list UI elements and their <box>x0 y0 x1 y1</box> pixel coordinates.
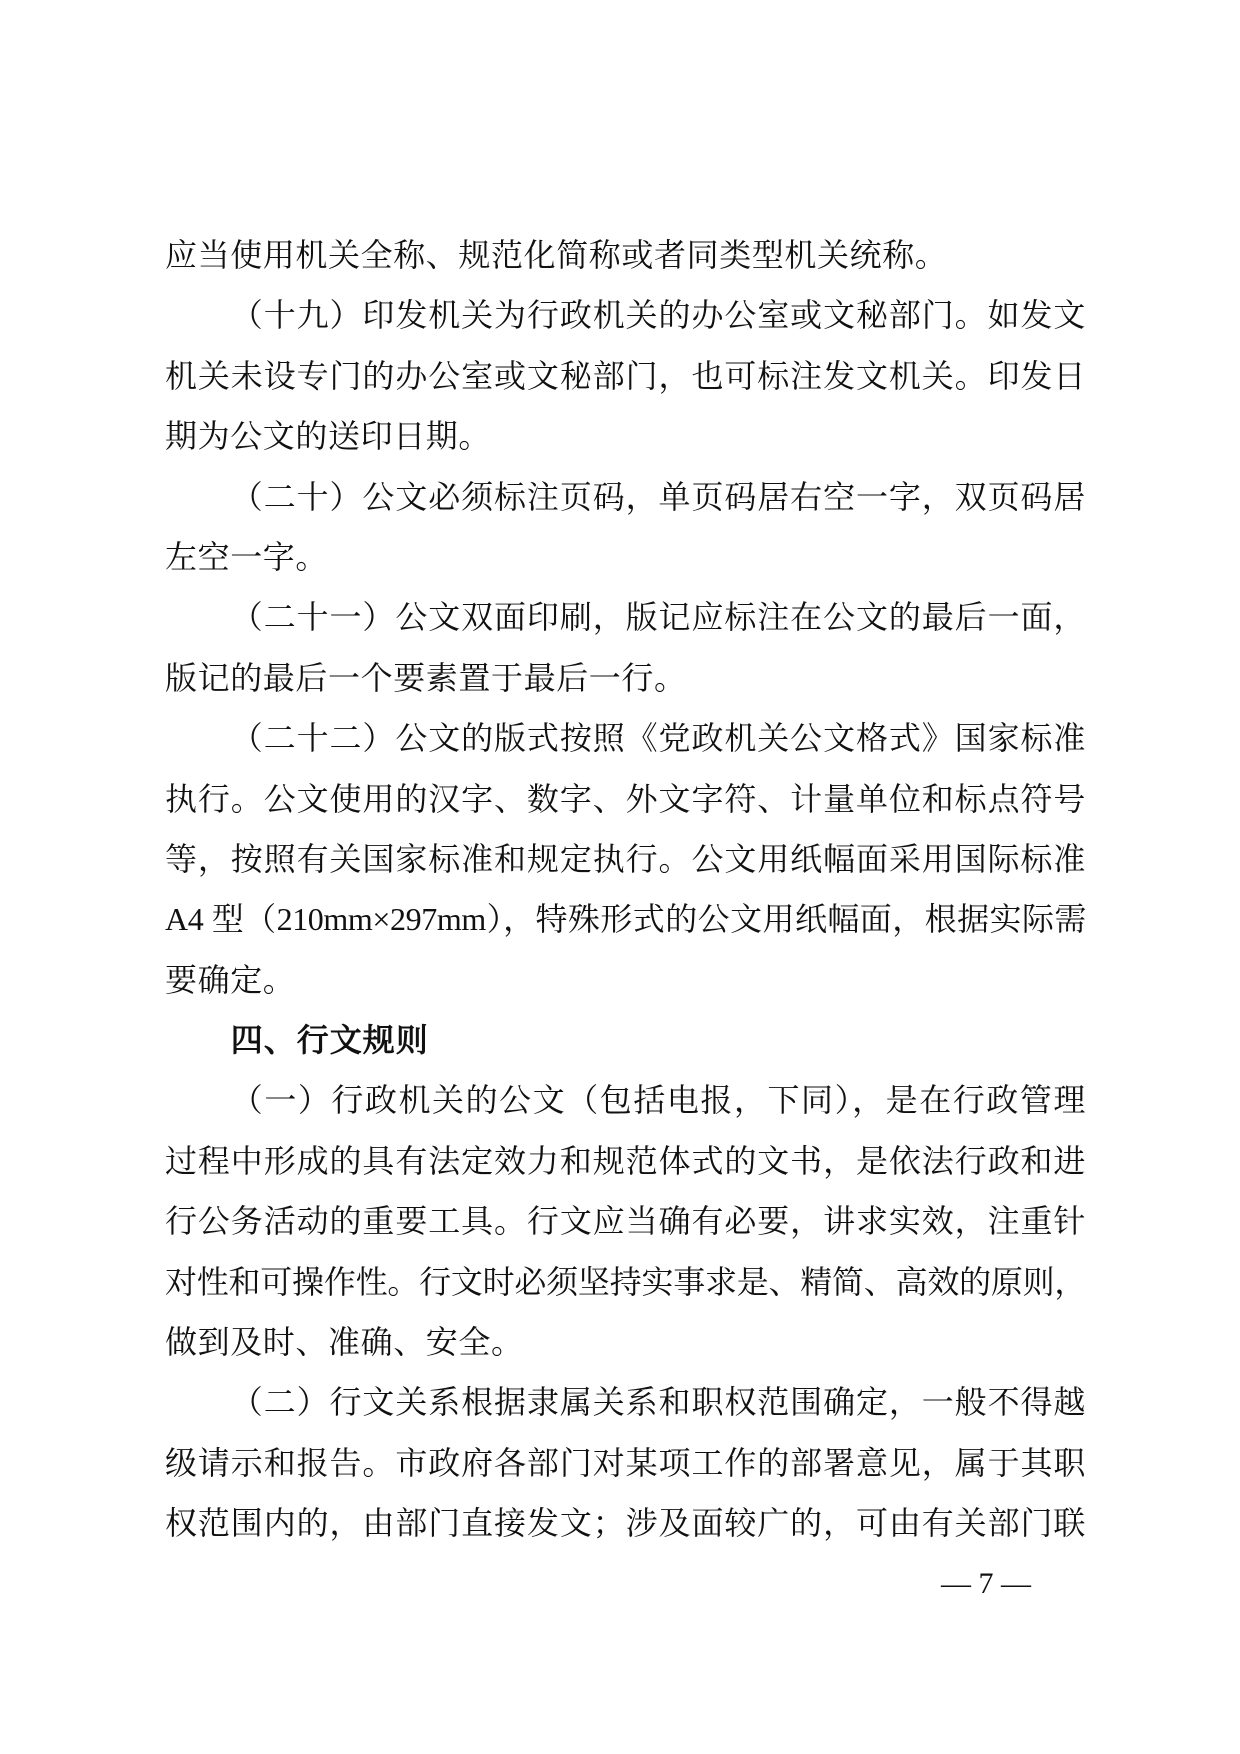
body-text <box>165 225 1086 1554</box>
paragraph <box>165 587 1086 708</box>
paragraph-line: （二）行文关系根据隶属关系和职权范围确定，一般不得越 <box>230 1384 1086 1421</box>
paragraph-line: （二十一）公文双面印刷，版记应标注在公文的最后一面， <box>230 599 1086 636</box>
paragraph-line: 执行。公文使用的汉字、数字、外文字符、计量单位和标点符号 <box>165 780 1086 817</box>
paragraph-line: （一）行政机关的公文（包括电报，下同），是在行政管理 <box>230 1082 1086 1119</box>
paragraph-line: 做到及时、准确、安全。 <box>165 1324 524 1361</box>
paragraph-line: 期为公文的送印日期。 <box>165 418 492 455</box>
paragraph-line: 机关未设专门的办公室或文秘部门，也可标注发文机关。印发日 <box>165 357 1086 394</box>
paragraph-line: 要确定。 <box>165 961 296 998</box>
paragraph-line: 版记的最后一个要素置于最后一行。 <box>165 659 687 696</box>
paragraph-line: 级请示和报告。市政府各部门对某项工作的部署意见，属于其职 <box>165 1444 1086 1481</box>
paragraph <box>165 1070 1086 1372</box>
paragraph-line: 行公务活动的重要工具。行文应当确有必要，讲求实效，注重针 <box>165 1203 1086 1240</box>
paragraph-line: 左空一字。 <box>165 538 329 575</box>
paragraph-line: 过程中形成的具有法定效力和规范体式的文书，是依法行政和进 <box>165 1142 1086 1179</box>
paragraph-line: A4 型（210mm×297mm），特殊形式的公文用纸幅面，根据实际需 <box>165 901 1086 938</box>
paragraph-line: 应当使用机关全称、规范化简称或者同类型机关统称。 <box>165 237 948 273</box>
paragraph-line: 对性和可操作性。行文时必须坚持实事求是、精简、高效的原则， <box>165 1263 1086 1300</box>
page-number: — 7 — <box>941 1567 1031 1600</box>
paragraph-line: （二十二）公文的版式按照《党政机关公文格式》国家标准 <box>230 720 1086 757</box>
paragraph <box>165 285 1086 466</box>
paragraph <box>165 467 1086 588</box>
paragraph-line: （十九）印发机关为行政机关的办公室或文秘部门。如发文 <box>230 297 1086 334</box>
paragraph <box>165 708 1086 1010</box>
section-heading: 四、行文规则 <box>230 1022 429 1059</box>
paragraph-line: 权范围内的，由部门直接发文；涉及面较广的，可由有关部门联 <box>165 1505 1086 1542</box>
paragraph <box>165 225 1086 285</box>
paragraph-line: （二十）公文必须标注页码，单页码居右空一字，双页码居 <box>230 478 1086 515</box>
paragraph-line: 等，按照有关国家标准和规定执行。公文用纸幅面采用国际标准 <box>165 840 1086 877</box>
paragraph <box>165 1372 1086 1553</box>
